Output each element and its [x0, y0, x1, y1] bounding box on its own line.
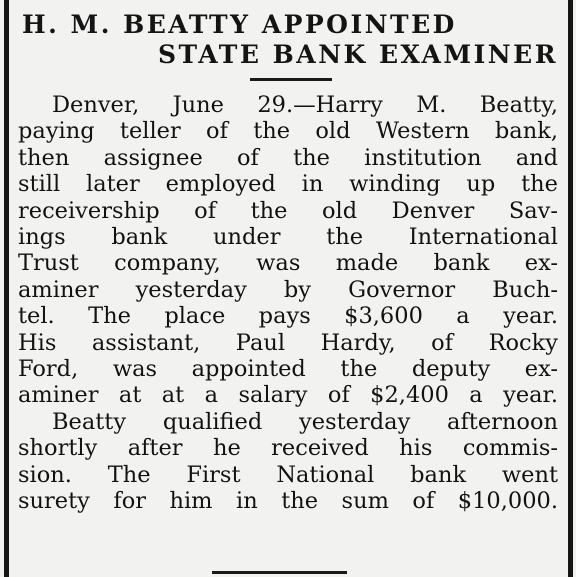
article-line: shortly after he received his commis- [18, 435, 558, 462]
article-line: aminer yesterday by Governor Buch- [18, 276, 558, 303]
article-end-divider [212, 571, 347, 574]
article-line: sion. The First National bank went [18, 461, 558, 488]
article-line: Denver, June 29.—Harry M. Beatty, [52, 92, 558, 118]
article-line: Ford, was appointed the deputy ex- [18, 356, 558, 383]
headline-line-2: STATE BANK EXAMINER [157, 40, 558, 69]
article-line: Beatty qualified yesterday afternoon [52, 408, 558, 435]
article-line: receivership of the old Denver Sav- [18, 197, 558, 224]
article-line: surety for him in the sum of $10,000. [18, 488, 558, 515]
article-line: aminer at at a salary of $2,400 a year. [18, 382, 558, 409]
column-rule-left [4, 0, 9, 577]
headline-line-1: H. M. BEATTY APPOINTED [22, 10, 457, 39]
article-line: His assistant, Paul Hardy, of Rocky [18, 329, 558, 356]
article-line: then assignee of the institution and [18, 144, 558, 171]
article-line: still later employed in winding up the [18, 171, 558, 198]
article-line: paying teller of the old Western bank, [18, 118, 558, 145]
headline [22, 10, 562, 70]
article-line: Trust company, was made bank ex- [18, 250, 558, 277]
column-rule-right [568, 0, 573, 577]
headline-divider [250, 78, 332, 81]
article-line: tel. The place pays $3,600 a year. [18, 303, 558, 330]
article-body [18, 92, 558, 515]
article-line: ings bank under the International [18, 224, 558, 251]
